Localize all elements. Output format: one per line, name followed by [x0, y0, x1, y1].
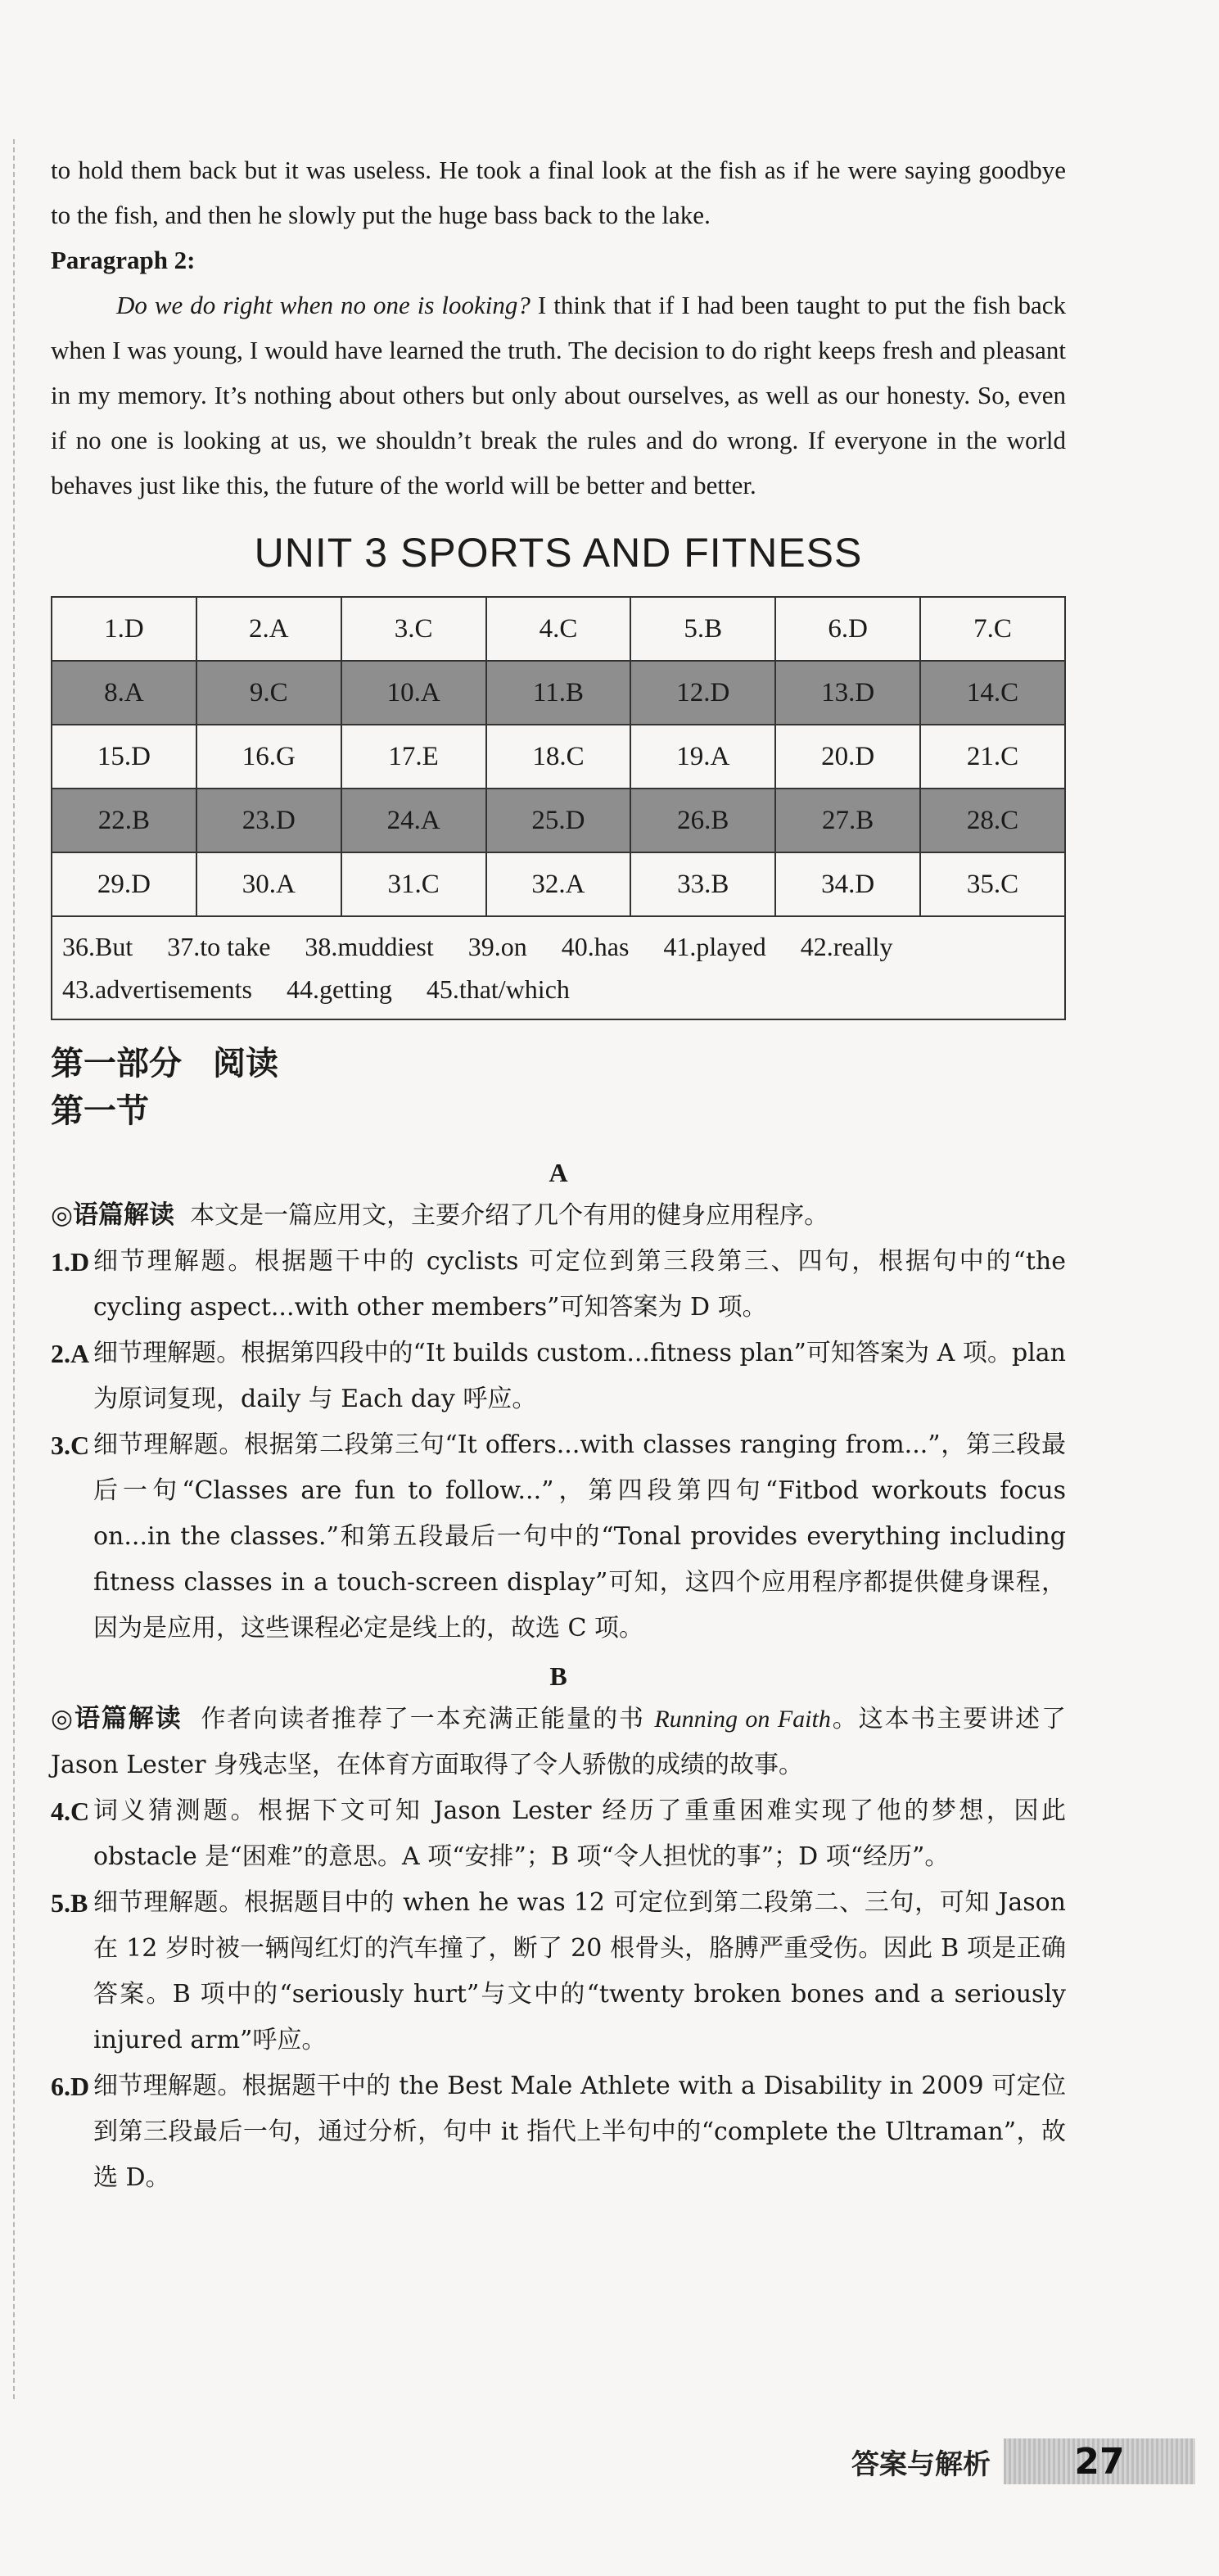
answer-cell: 12.D — [630, 661, 775, 725]
summary-tag: ◎语篇解读 — [51, 1200, 175, 1230]
answer-explanation-4 — [51, 1788, 1066, 1880]
answer-cell: 35.C — [920, 852, 1065, 916]
summary-text: 本文是一篇应用文，主要介绍了几个有用的健身应用程序。 — [190, 1201, 829, 1230]
summary-text-pre: 作者向读者推荐了一本充满正能量的书 — [201, 1705, 645, 1733]
part-heading — [51, 1040, 1066, 1087]
answer-explanation-2 — [51, 1331, 1066, 1422]
answer-table — [51, 596, 1066, 1020]
explanation-text: 细节理解题。根据第四段中的“It builds custom...fitness plan”可知答案为 A 项。plan 为原词复现，daily 与 Each day 呼应。 — [93, 1339, 1066, 1413]
passage-b-letter: B — [549, 1661, 567, 1691]
answer-cell: 23.D — [196, 789, 341, 852]
fill-answer: 45.that/which — [426, 974, 570, 1004]
question-number: 6.D — [51, 2072, 90, 2101]
answer-cell: 10.A — [341, 661, 486, 725]
answer-cell: 17.E — [341, 725, 486, 789]
fill-answer: 41.played — [663, 932, 766, 961]
answer-cell: 27.B — [775, 789, 920, 852]
passage-b-summary — [51, 1696, 1066, 1788]
paragraph-2-body: I think that if I had been taught to put the fish back when I was young, I would have learned the truth. The decision to do right keeps fresh and pleasant in my memory. It’s nothing about others but only about ourselves, as well as our honesty. So, even if no one is looking at us, we shouldn’t break the rules and do wrong. If everyone in the world behaves just like this, the future of the world will be better and better. — [51, 291, 1066, 499]
answer-row — [52, 597, 1065, 661]
answer-cell: 4.C — [486, 597, 631, 661]
margin-dashed-rule — [13, 139, 15, 2399]
answer-cell: 29.D — [52, 852, 196, 916]
paragraph-2-heading: Paragraph 2: — [51, 246, 196, 274]
fill-answer: 39.on — [467, 932, 527, 961]
answer-cell: 20.D — [775, 725, 920, 789]
fill-answer: 38.muddiest — [305, 932, 434, 961]
answer-explanation-5 — [51, 1880, 1066, 2063]
answer-row-shaded — [52, 789, 1065, 852]
answer-row-shaded — [52, 661, 1065, 725]
passage-a-summary — [51, 1192, 1066, 1239]
answer-cell: 22.B — [52, 789, 196, 852]
answer-cell: 8.A — [52, 661, 196, 725]
question-number: 2.A — [51, 1339, 90, 1368]
explanation-text: 细节理解题。根据第二段第三句“It offers...with classes ranging from...”，第三段最后一句“Classes are fun to follow...”，第四段第四句“Fitbod workouts focus on...in the classes.”和第五段最后一句中的“Tonal provides everything including fitness classes in a touch-screen display”可知，这四个应用程序都提供健身课程，因为是应用，这些课程必定是线上的，故选 C 项。 — [93, 1430, 1066, 1643]
question-number: 4.C — [51, 1796, 90, 1826]
story-paragraph-2 — [51, 282, 1066, 508]
explanation-text: 细节理解题。根据题目中的 when he was 12 可定位到第二段第二、三句，可知 Jason 在 12 岁时被一辆闯红灯的汽车撞了，断了 20 根骨头，胳膊严重受伤。因此 B 项是正确答案。B 项中的“seriously hurt”与文中的“twenty broken bones and a seriously injured arm”呼应。 — [93, 1888, 1066, 2054]
answer-cell: 2.A — [196, 597, 341, 661]
passage-a-letter: A — [549, 1158, 568, 1187]
fill-answer-row — [52, 916, 1065, 1019]
summary-tag: ◎语篇解读 — [51, 1704, 183, 1733]
question-number: 1.D — [51, 1247, 90, 1277]
fill-answer: 36.But — [62, 932, 133, 961]
answer-cell: 9.C — [196, 661, 341, 725]
answer-explanation-3 — [51, 1422, 1066, 1652]
answer-cell: 11.B — [486, 661, 631, 725]
page-content — [51, 147, 1066, 2201]
summary-text-post: 。这本书主要讲述了 Jason Lester 身残志坚，在体育方面取得了令人骄傲的成绩的故事。 — [51, 1705, 1067, 1779]
answer-cell: 26.B — [630, 789, 775, 852]
subsection-heading: 第一节 — [51, 1092, 149, 1130]
page-number: 27 — [1004, 2438, 1195, 2484]
fill-answer: 42.really — [800, 932, 893, 961]
fill-answer-cell — [52, 916, 1065, 1019]
answer-cell: 13.D — [775, 661, 920, 725]
fill-answer: 44.getting — [286, 974, 392, 1004]
answer-cell: 15.D — [52, 725, 196, 789]
answer-cell: 14.C — [920, 661, 1065, 725]
answer-explanation-1 — [51, 1239, 1066, 1331]
answer-cell: 19.A — [630, 725, 775, 789]
fill-answer: 37.to take — [167, 932, 271, 961]
answer-cell: 25.D — [486, 789, 631, 852]
part-heading-right: 阅读 — [213, 1045, 278, 1082]
answer-cell: 31.C — [341, 852, 486, 916]
answer-cell: 30.A — [196, 852, 341, 916]
answer-cell: 32.A — [486, 852, 631, 916]
unit-title: UNIT 3 SPORTS AND FITNESS — [254, 530, 863, 576]
page-footer — [851, 2437, 1195, 2486]
answer-cell: 28.C — [920, 789, 1065, 852]
fill-answer: 43.advertisements — [62, 974, 252, 1004]
answer-cell: 3.C — [341, 597, 486, 661]
answer-row — [52, 725, 1065, 789]
question-number: 5.B — [51, 1888, 88, 1918]
fill-answer: 40.has — [561, 932, 630, 961]
answer-cell: 7.C — [920, 597, 1065, 661]
answer-cell: 5.B — [630, 597, 775, 661]
answer-row — [52, 852, 1065, 916]
explanation-text: 细节理解题。根据题干中的 cyclists 可定位到第三段第三、四句，根据句中的“the cycling aspect...with other members”可知答案为 D 项。 — [93, 1247, 1066, 1322]
answer-explanation-6 — [51, 2063, 1066, 2201]
answer-cell: 1.D — [52, 597, 196, 661]
book-title: Running on Faith — [654, 1706, 831, 1733]
explanation-text: 细节理解题。根据题干中的 the Best Male Athlete with a Disability in 2009 可定位到第三段最后一句，通过分析，句中 it 指代上半句中的“complete the Ultraman”，故选 D。 — [93, 2072, 1066, 2192]
part-heading-left: 第一部分 — [51, 1045, 182, 1082]
answer-cell: 16.G — [196, 725, 341, 789]
footer-label: 答案与解析 — [851, 2447, 991, 2481]
answer-cell: 21.C — [920, 725, 1065, 789]
story-paragraph-1: to hold them back but it was useless. He took a final look at the fish as if he were saying goodbye to the fish, and then he slowly put the huge bass back to the lake. — [51, 156, 1066, 229]
answer-cell: 34.D — [775, 852, 920, 916]
paragraph-2-question: Do we do right when no one is looking? — [116, 291, 530, 319]
explanation-text: 词义猜测题。根据下文可知 Jason Lester 经历了重重困难实现了他的梦想，因此 obstacle 是“困难”的意思。A 项“安排”；B 项“令人担忧的事”；D 项“经历”。 — [93, 1796, 1066, 1871]
answer-cell: 18.C — [486, 725, 631, 789]
answer-cell: 33.B — [630, 852, 775, 916]
answer-cell: 6.D — [775, 597, 920, 661]
answer-cell: 24.A — [341, 789, 486, 852]
question-number: 3.C — [51, 1430, 90, 1460]
